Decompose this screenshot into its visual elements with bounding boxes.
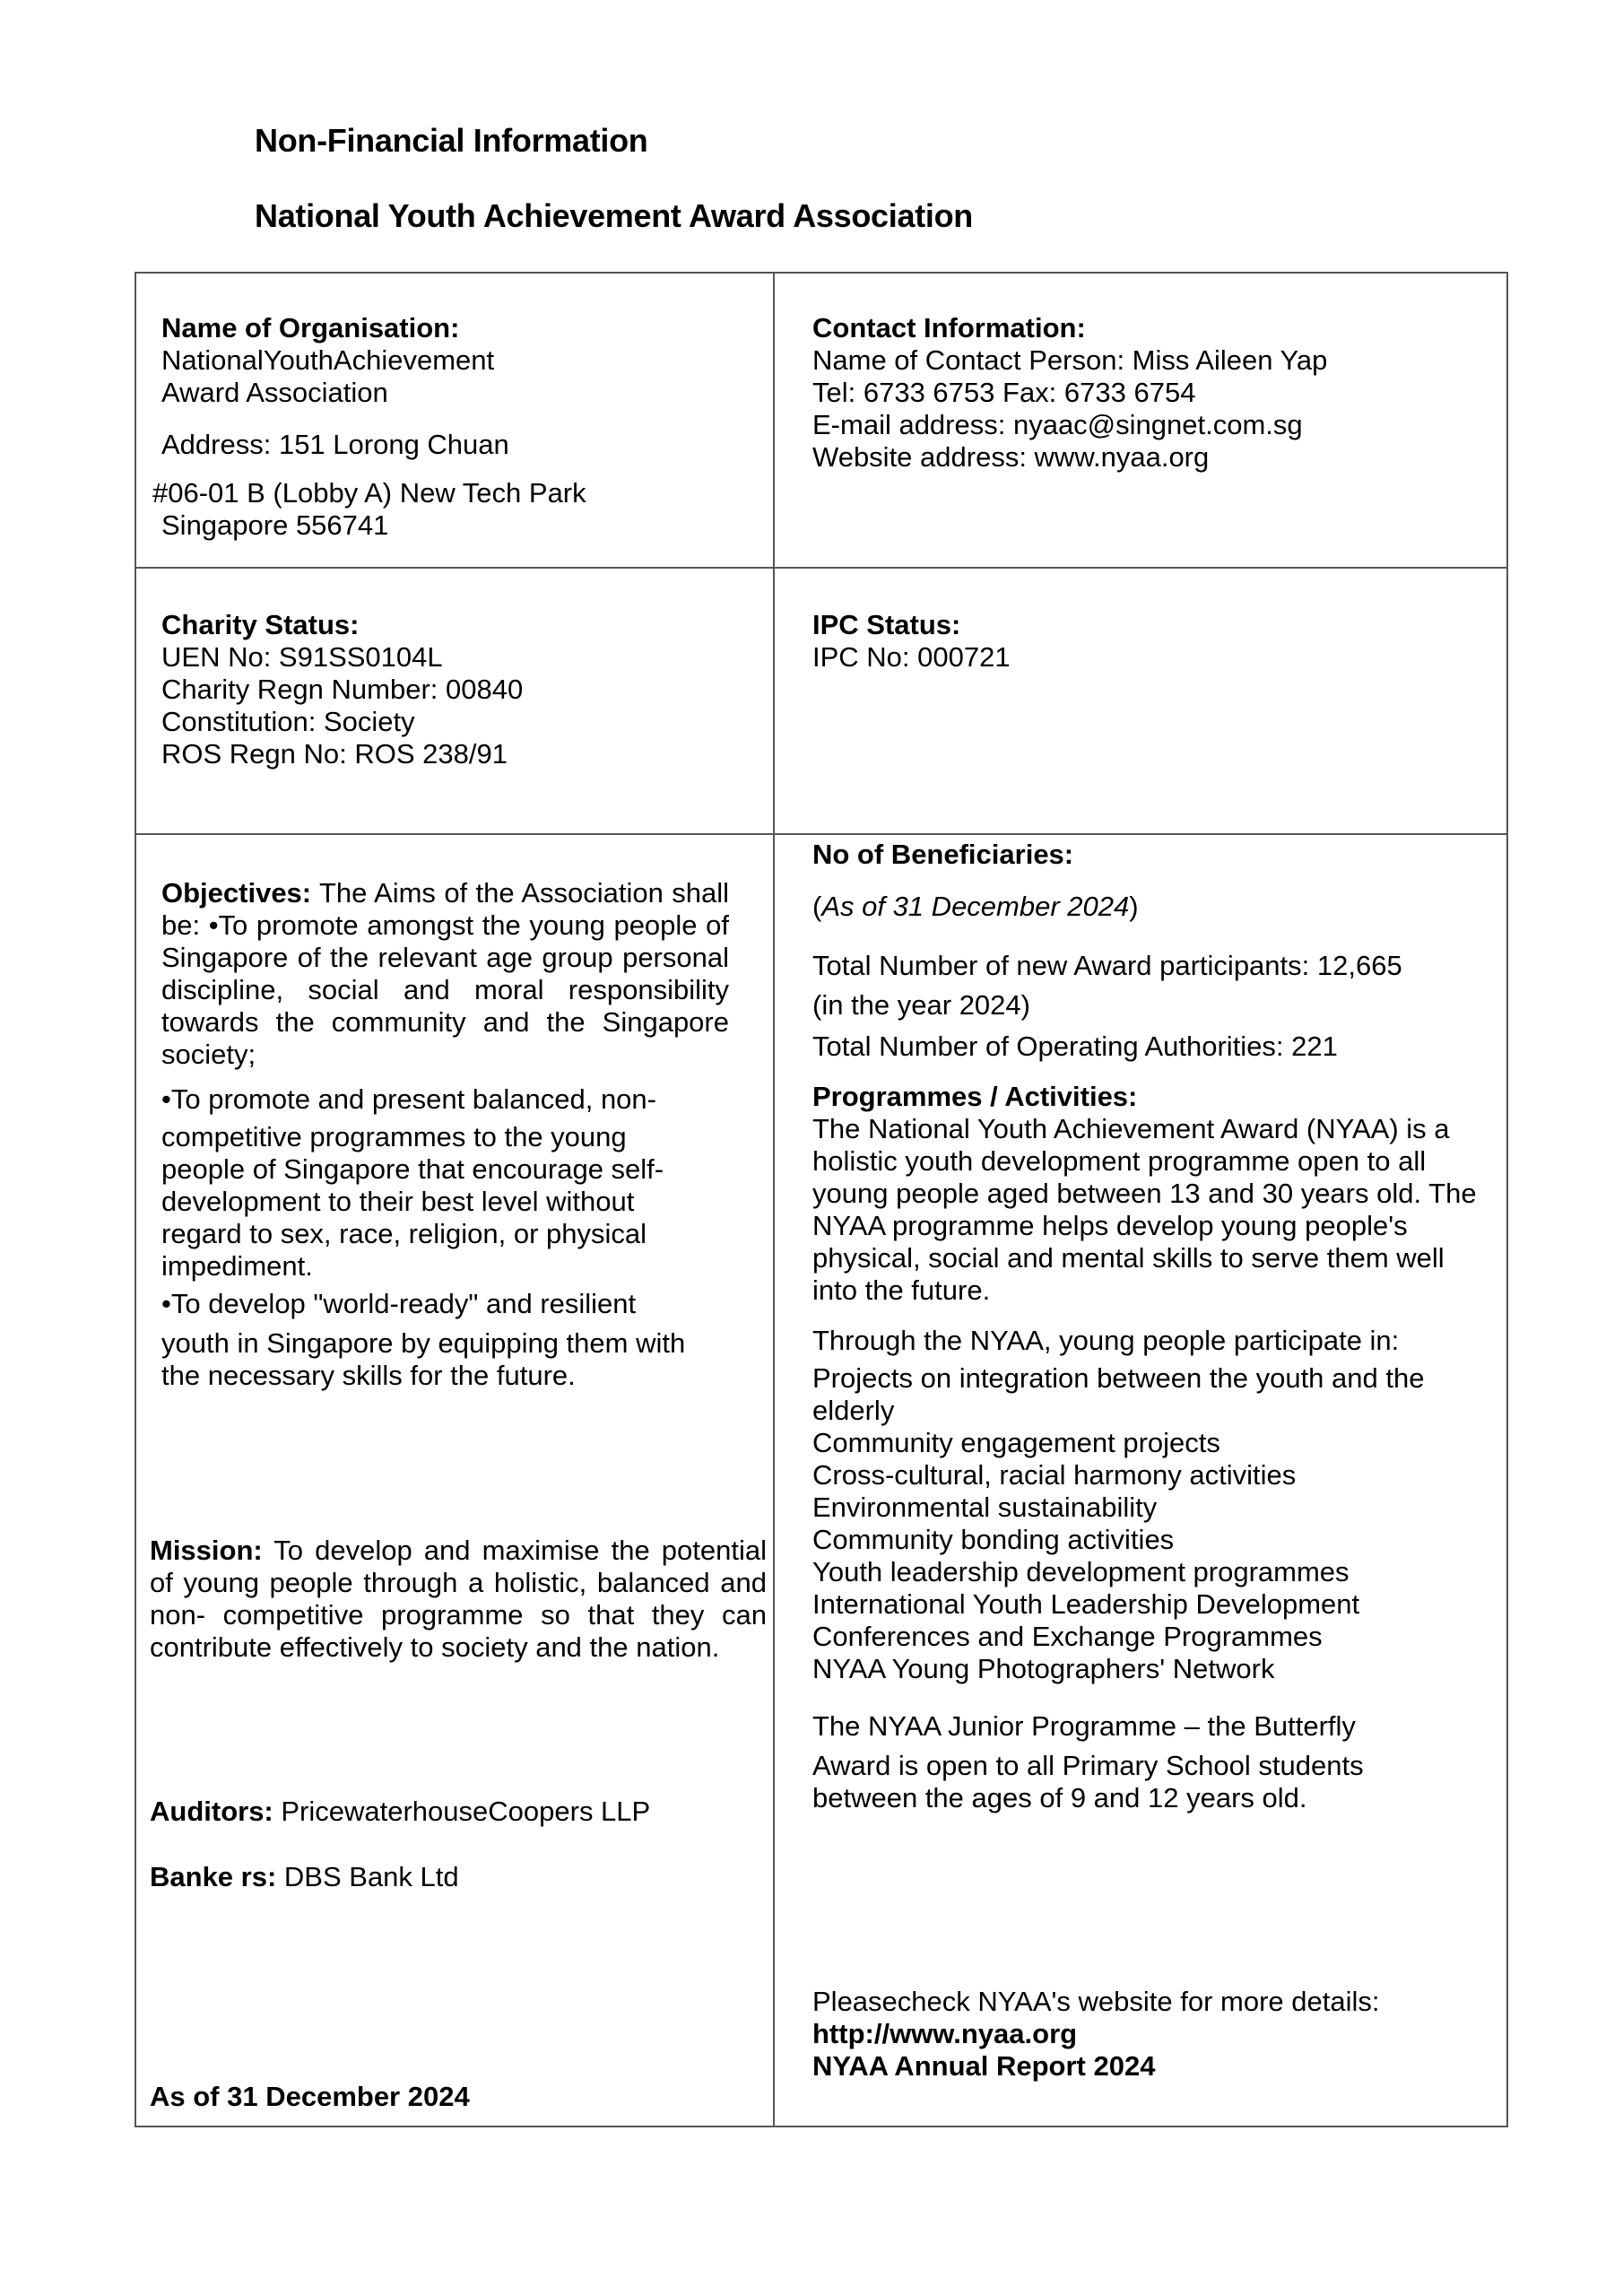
- objectives-text: The Aims of the Association shall be: •To promote amongst the young people of Singapore of the relevant age group personal discipline, social and moral responsibility towards the community and the Singapore society;: [161, 877, 729, 1070]
- more-info-section: [812, 1986, 1494, 2083]
- page-title: Non-Financial Information: [255, 122, 648, 159]
- activity-item: NYAA Young Photographers' Network: [812, 1653, 1275, 1684]
- address-line: Singapore 556741: [161, 509, 389, 541]
- paren-open: (: [812, 891, 822, 922]
- programmes-description: The National Youth Achievement Award (NYAA) is a holistic youth development programme open to all young people aged between 13 and 30 years old. The NYAA programme helps develop young people's physical, social and mental skills to serve them well into the future.: [812, 1113, 1477, 1306]
- charity-cell: [161, 609, 753, 770]
- constitution: Constitution: Society: [161, 706, 415, 737]
- row-divider: [135, 833, 1508, 835]
- charity-label: Charity Status:: [161, 609, 360, 640]
- activity-item: International Youth Leadership Development Conferences and Exchange Programmes: [812, 1588, 1360, 1652]
- auditors-label: Auditors:: [150, 1796, 273, 1827]
- operating-authorities-count: Total Number of Operating Authorities: 221: [812, 1031, 1338, 1062]
- ipc-label: IPC Status:: [812, 609, 961, 640]
- address-line: #06-01 B (Lobby A) New Tech Park: [152, 477, 586, 509]
- activity-item: Youth leadership development programmes: [812, 1556, 1350, 1587]
- bankers-section: [150, 1861, 767, 1893]
- objective-bullet-text: youth in Singapore by equipping them with the necessary skills for the future.: [161, 1327, 686, 1391]
- junior-programme: The NYAA Junior Programme – the Butterfly: [812, 1710, 1356, 1742]
- column-divider: [773, 272, 775, 2127]
- bankers-label: Banke rs:: [150, 1861, 277, 1892]
- mission-label: Mission:: [150, 1535, 263, 1566]
- participants-count: Total Number of new Award participants: 12,665: [812, 950, 1402, 981]
- as-of-date: As of 31 December 2024: [150, 2081, 470, 2112]
- contact-tel-fax: Tel: 6733 6753 Fax: 6733 6754: [812, 377, 1196, 408]
- organisation-heading: National Youth Achievement Award Association: [255, 197, 973, 234]
- organisation-cell: [152, 312, 753, 542]
- auditors-value: PricewaterhouseCoopers LLP: [273, 1796, 651, 1827]
- activity-item: Community bonding activities: [812, 1524, 1175, 1555]
- contact-person: Name of Contact Person: Miss Aileen Yap: [812, 344, 1328, 376]
- ros-regn-number: ROS Regn No: ROS 238/91: [161, 738, 508, 770]
- organisation-name: Award Association: [161, 377, 388, 408]
- ipc-number: IPC No: 000721: [812, 641, 1011, 673]
- ipc-cell: [812, 609, 1494, 674]
- activity-item: Cross-cultural, racial harmony activities: [812, 1459, 1297, 1491]
- objectives-label: Objectives:: [161, 877, 312, 909]
- contact-cell: [812, 312, 1494, 474]
- beneficiaries-label: No of Beneficiaries:: [812, 839, 1074, 870]
- junior-programme-text: Award is open to all Primary School students between the ages of 9 and 12 years old.: [812, 1750, 1364, 1813]
- auditors-section: [150, 1796, 767, 1828]
- charity-regn-number: Charity Regn Number: 00840: [161, 674, 524, 705]
- contact-website: Website address: www.nyaa.org: [812, 441, 1210, 473]
- contact-email: E-mail address: nyaac@singnet.com.sg: [812, 409, 1303, 440]
- objectives-intro: [161, 877, 729, 1071]
- participate-intro: Through the NYAA, young people participate in:: [812, 1325, 1400, 1356]
- activity-item: Community engagement projects: [812, 1427, 1220, 1458]
- beneficiaries-section: [812, 839, 1494, 1814]
- uen-number: UEN No: S91SS0104L: [161, 641, 443, 673]
- activity-item: Projects on integration between the youth and the elderly: [812, 1362, 1425, 1426]
- objective-bullet: •To develop "world-ready" and resilient: [161, 1288, 637, 1319]
- bankers-value: DBS Bank Ltd: [276, 1861, 459, 1892]
- address-line: Address: 151 Lorong Chuan: [161, 429, 509, 460]
- more-info-text: Pleasecheck NYAA's website for more details:: [812, 1986, 1380, 2017]
- contact-label: Contact Information:: [812, 312, 1086, 344]
- as-of-date-italic: As of 31 December 2024: [821, 891, 1130, 922]
- mission-section: [150, 1535, 767, 1664]
- as-of-note: [812, 891, 1494, 923]
- programmes-label: Programmes / Activities:: [812, 1081, 1138, 1112]
- objectives-section: [161, 877, 729, 1392]
- mission-text: To develop and maximise the potential of young people through a holistic, balanced and non- competitive programme so that they can contribute effectively to society and the nation.: [150, 1535, 767, 1663]
- row-divider: [135, 567, 1508, 569]
- website-link[interactable]: http://www.nyaa.org: [812, 2018, 1078, 2049]
- organisation-name: NationalYouthAchievement: [161, 344, 495, 376]
- annual-report-title: NYAA Annual Report 2024: [812, 2050, 1156, 2082]
- participants-note: (in the year 2024): [812, 989, 1030, 1021]
- activities-list: [812, 1362, 1440, 1685]
- objective-bullet: •To promote and present balanced, non-: [161, 1083, 656, 1115]
- paren-close: ): [1129, 891, 1139, 922]
- objective-bullet-text: competitive programmes to the young people of Singapore that encourage self-development to their best level without regard to sex, race, religion, or physical impediment.: [161, 1121, 664, 1282]
- organisation-label: Name of Organisation:: [161, 312, 460, 344]
- activity-item: Environmental sustainability: [812, 1492, 1158, 1523]
